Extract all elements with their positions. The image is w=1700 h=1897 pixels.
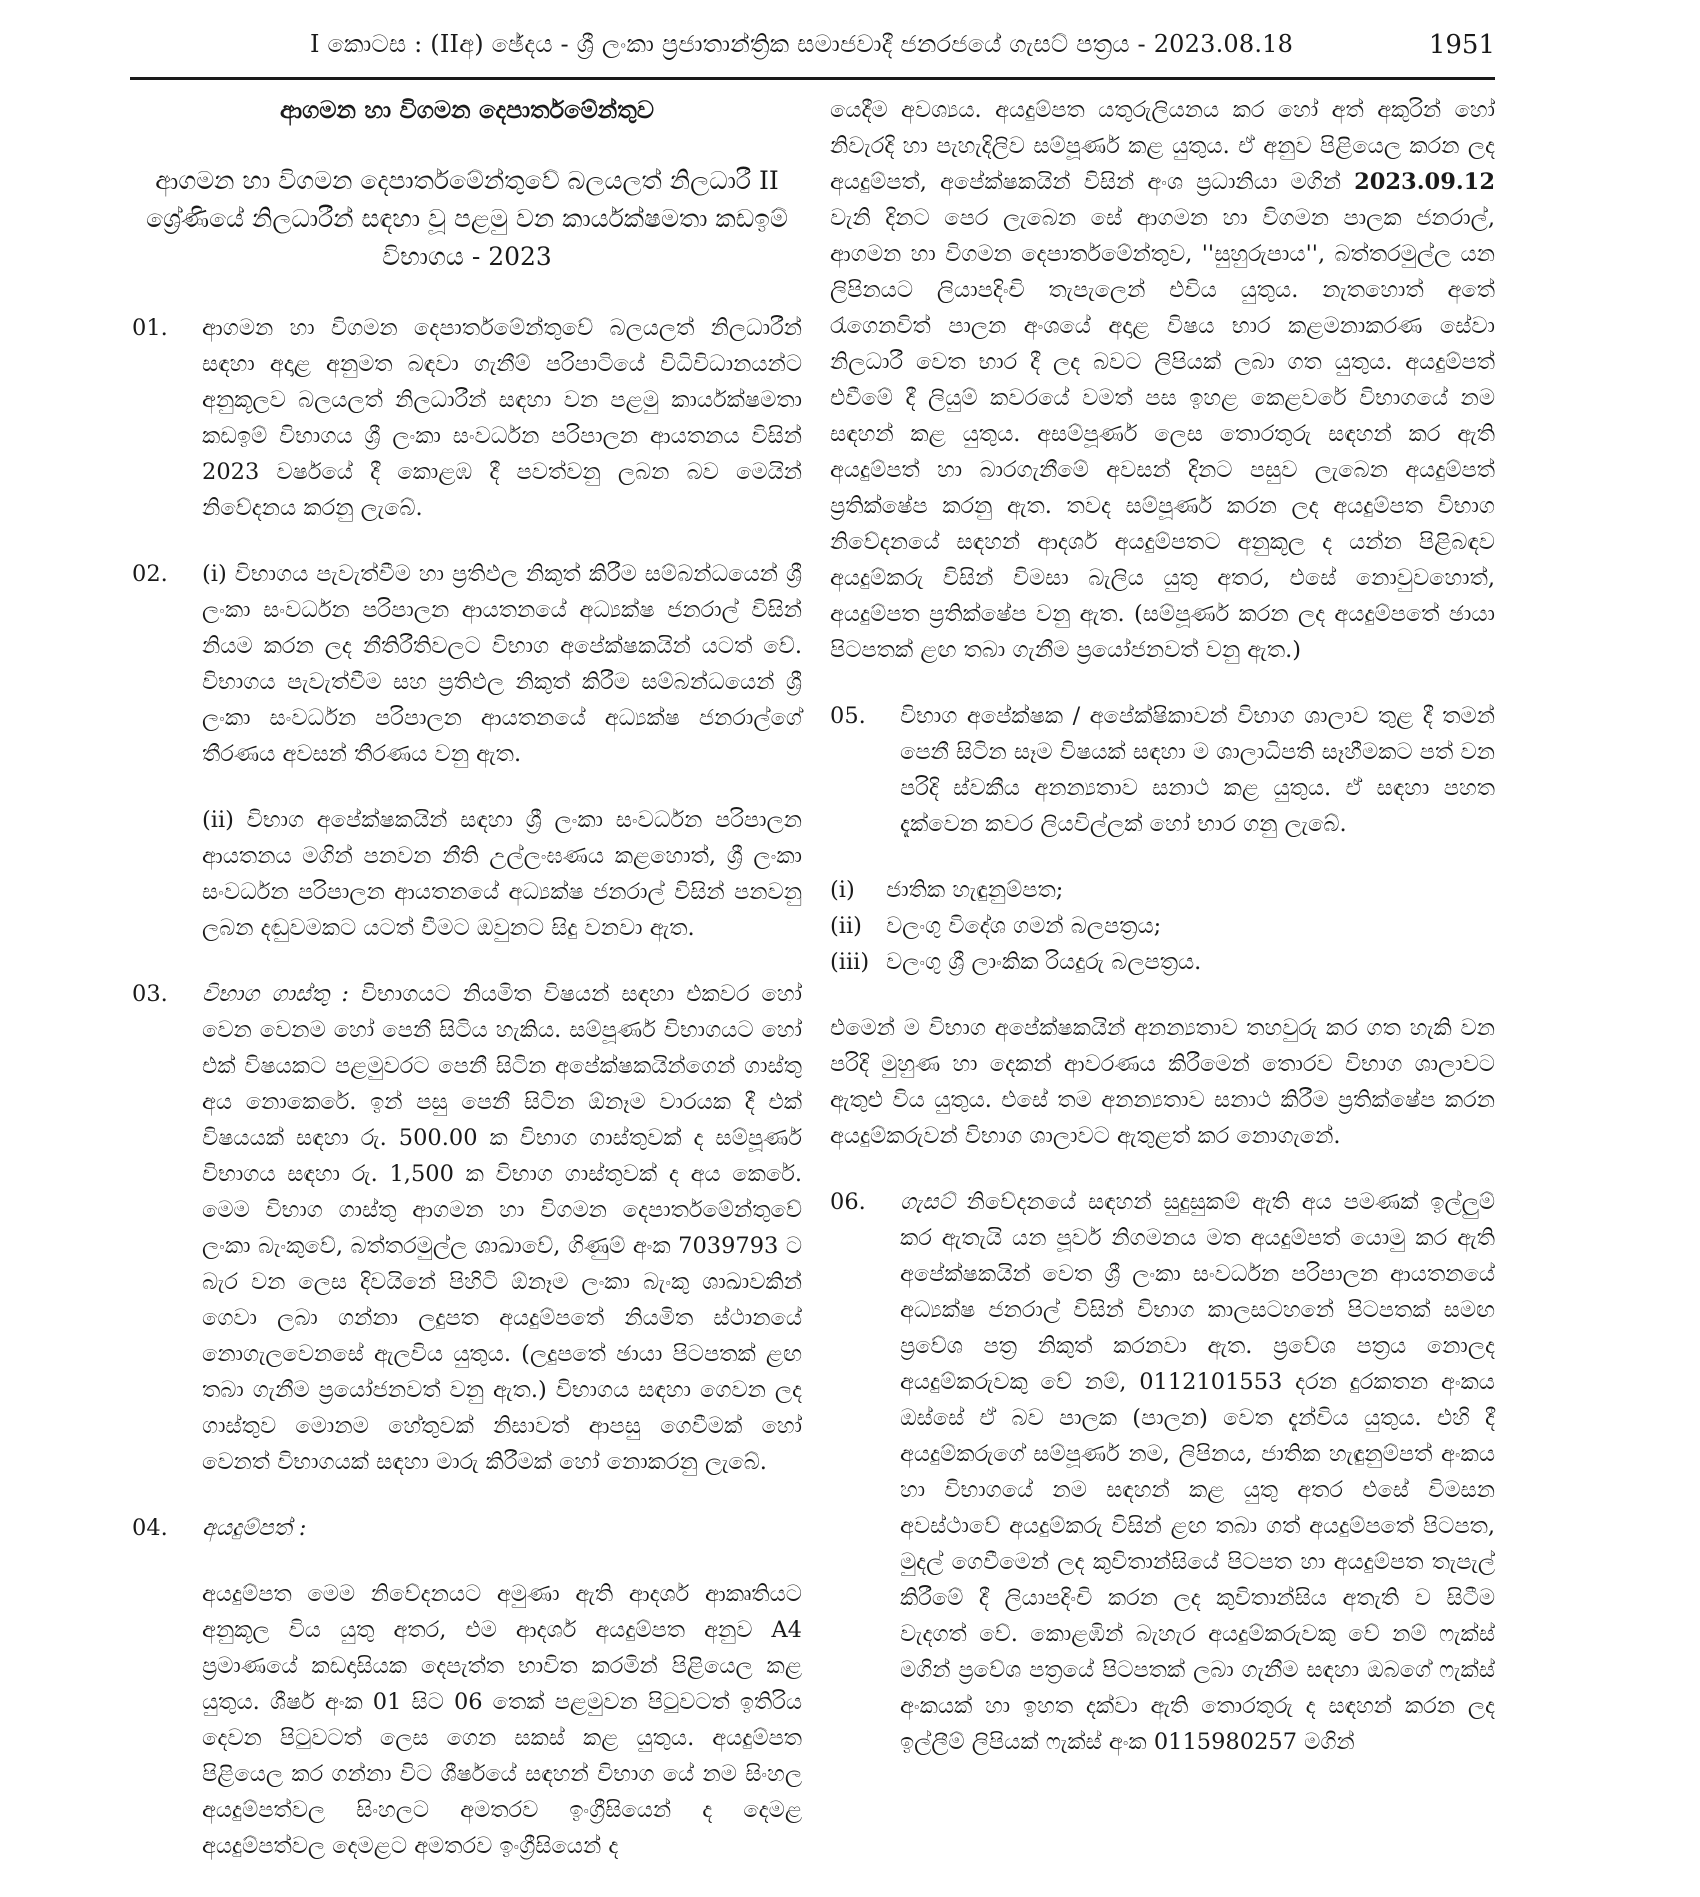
list-item-text: ජාතික හැඳුනුම්පත; xyxy=(886,877,1064,903)
page-header xyxy=(130,22,1495,80)
section-04-continued xyxy=(830,92,1495,668)
section-label: අයදුම්පත් : xyxy=(202,1515,307,1541)
deadline-date: 2023.09.12 xyxy=(1354,169,1495,195)
list-marker: (iii) xyxy=(830,949,870,975)
running-header: I කොටස : (IIඅ) ඡේදය - ශ්‍රී ලංකා ප්‍රජාතාන්ත්‍රික සමාජවාදී ජනරජයේ ගැසට් පත්‍රය - 2023.08.18 xyxy=(310,30,1294,58)
left-column xyxy=(132,92,802,1894)
section-text-i: (i) විභාගය පැවැත්වීම හා ප්‍රතිඵල නිකුත් කිරීම සම්බන්ධයෙන් ශ්‍රී ලංකා සංවර්ධන පරිපාලන ආයතනයේ අධ්‍යක්ෂ ජනරාල් විසින් නියම කරන ලද නීතිරීතිවලට විභාග අපේක්ෂකයින් යටත් වේ. විභාගය පැවැත්වීම සහ ප්‍රතිඵල නිකුත් කිරීම සම්බන්ධයෙන් ශ්‍රී ලංකා සංවර්ධන පරිපාලන ආයතනයේ අධ්‍යක්ෂ ජනරාල්ගේ තීරණය අවසන් තීරණය වනු ඇත. xyxy=(202,561,802,767)
section-label: විභාග ගාස්තු : xyxy=(202,981,349,1007)
section-label: ගැසට් xyxy=(900,1189,955,1215)
section-text: විභාග අපේක්ෂක / අපේක්ෂිකාවන් විභාග ශාලාව තුළ දී තමන් පෙනී සිටින සෑම විෂයක් සඳහා ම ශාලාධිපති සෑහීමකට පත් වන පරිදි ස්වකීය අනන්‍යතාව සනාථ කළ යුතුය. ඒ සඳහා පහත දැක්වෙන කවර ලියවිල්ලක් හෝ භාර ගනු ලැබේ. xyxy=(900,703,1495,837)
section-number: 04. xyxy=(132,1515,168,1541)
department-title: ආගමන හා විගමන දෙපාර්තමේන්තුව xyxy=(279,95,654,124)
list-item xyxy=(830,908,1495,944)
section-01 xyxy=(132,310,802,526)
list-marker: (ii) xyxy=(830,913,862,939)
section-number: 01. xyxy=(132,315,168,341)
section-text xyxy=(900,1184,1495,1760)
id-document-list xyxy=(830,872,1495,980)
continued-text-a: යෙදීම අවශ්‍යය. අයදුම්පත යතුරුලියනය කර හෝ අත් අකුරින් හෝ නිවැරදි හා පැහැදිලිව සම්පූර්ණ කළ යුතුය. ඒ අනුව පිළියෙල කරන ලද අයදුම්පත්, අපේක්ෂකයින් විසින් අංශ ප්‍රධානියා මගින් xyxy=(830,97,1495,195)
list-item xyxy=(830,872,1495,908)
list-item xyxy=(830,944,1495,980)
section-number: 06. xyxy=(830,1189,866,1215)
section-06 xyxy=(830,1184,1495,1760)
section-number: 02. xyxy=(132,561,168,587)
section-05-note: එමෙන් ම විභාග අපේක්ෂකයින් අනන්‍යතාව තහවුරු කර ගත හැකි වන පරිදි මුහුණ හා දෙකන් ආවරණය කිරීමෙන් තොරව විභාග ශාලාවට ඇතුළු විය යුතුය. එසේ තම අනන්‍යතාව සනාථ කිරීම ප්‍රතික්ෂේප කරන අයදුම්කරුවන් විභාග ශාලාවට ඇතුළත් කර නොගැනේ. xyxy=(830,1015,1495,1149)
list-item-text: වලංගු ශ්‍රී ලාංකික රියදුරු බලපත්‍රය. xyxy=(886,949,1202,975)
section-03 xyxy=(132,976,802,1480)
section-text xyxy=(202,976,802,1480)
section-number: 03. xyxy=(132,981,168,1007)
section-02 xyxy=(132,556,802,946)
section-body: විභාගයට නියමිත විෂයන් සඳහා එකවර හෝ වෙන වෙනම හෝ පෙනී සිටිය හැකිය. සම්පූර්ණ විභාගයට හෝ එක් විෂයකට පළමුවරට පෙනී සිටින අපේක්ෂකයින්ගෙන් ගාස්තු අය නොකෙරේ. ඉන් පසු පෙනී සිටින ඕනෑම වාරයක දී එක් විෂයයක් සඳහා රු. 500.00 ක විභාග ගාස්තුවක් ද සම්පූර්ණ විභාගය සඳහා රු. 1,500 ක විභාග ගාස්තුවක් ද අය කෙරේ. මෙම විභාග ගාස්තු ආගමන හා විගමන දෙපාර්තමේන්තුවේ ලංකා බැංකුවේ, බත්තරමුල්ල ශාඛාවේ, ගිණුම් අංක 7039793 ට බැර වන ලෙස දිවයිනේ පිහිටි ඕනෑම ලංකා බැංකු ශාඛාවකින් ගෙවා ලබා ගන්නා ලදුපත අයදුම්පතේ නියමිත ස්ථානයේ නොගැලවෙනසේ ඇලවිය යුතුය. (ලදුපතේ ඡායා පිටපතක් ළඟ තබා ගැනීම ප්‍රයෝජනවත් වනු ඇත.) විභාගය සඳහා ගෙවන ලද ගාස්තුව මොනම හේතුවක් නිසාවත් ආපසු ගෙවීමක් හෝ වෙනත් විභාගයක් සඳහා මාරු කිරීමක් හෝ නොකරනු ලැබේ. xyxy=(202,981,802,1475)
list-marker: (i) xyxy=(830,877,855,903)
section-text: අයදුම්පත මෙම නිවේදනයට අමුණා ඇති ආදර්ශ ආකෘතියට අනුකූල විය යුතු අතර, එම ආදර්ශ අයදුම්පත අනුව A4 ප්‍රමාණයේ කඩදාසියක දෙපැත්ත භාවිත කරමින් පිළියෙල කළ යුතුය. ශීර්ෂ අංක 01 සිට 06 තෙක් පළමුවන පිටුවටත් ඉතිරිය දෙවන පිටුවටත් ලෙස ගෙන සකස් කළ යුතුය. අයදුම්පත පිළියෙල කර ගන්නා විට ශීර්ෂයේ සඳහන් විභාග යේ නම සිංහල අයදුම්පත්වල සිංහලට අමතරව ඉංග්‍රීසියෙන් ද දෙමළ අයදුම්පත්වල දෙමළට අමතරව ඉංග්‍රීසියෙන් ද xyxy=(202,1581,803,1859)
continued-text-b: වැනි දිනට පෙර ලැබෙන සේ ආගමන හා විගමන පාලක ජනරාල්, ආගමන හා විගමන දෙපාර්තමේන්තුව, ''සුහුරුපාය'', බත්තරමුල්ල යන ලිපිනයට ලියාපදිංචි තැපැලෙන් එවිය යුතුය. නැතහොත් අතේ රැගෙනවිත් පාලන අංශයේ අදාළ විෂය භාර කළමනාකරණ සේවා නිලධාරී වෙත භාර දී ලද බවට ලිපියක් ලබා ගත යුතුය. අයදුම්පත් එවීමේ දී ලියුම් කවරයේ වමත් පස ඉහළ කෙළවරේ විභාගයේ නම සඳහන් කළ යුතුය. අසම්පූර්ණ ලෙස තොරතුරු සඳහන් කර ඇති අයදුම්පත් හා බාරගැනීමේ අවසන් දිනට පසුව ලැබෙන අයදුම්පත් ප්‍රතික්ෂේප කරනු ඇත. තවද සම්පූර්ණ කරන ලද අයදුම්පත විභාග නිවේදනයේ සඳහන් ආදර්ශ අයදුම්පතට අනුකූල ද යන්න පිළිබඳව අයදුම්කරු විසින් විමසා බැලිය යුතු අතර, එසේ නොවුවහොත්, අයදුම්පත ප්‍රතික්ෂේප වනු ඇත. (සම්පූර්ණ කරන ලද අයදුම්පතේ ඡායා පිටපතක් ළඟ තබා ගැනීම ප්‍රයෝජනවත් වනු ඇත.) xyxy=(830,205,1495,663)
exam-title: ආගමන හා විගමන දෙපාර්තමේන්තුවේ බලයලත් නිලධාරී II ශ්‍රේණියේ නිලධාරීන් සඳහා වූ පළමු වන කාර්යක්ෂමතා කඩඉම් විභාගය - 2023 xyxy=(146,166,788,271)
list-item-text: වලංගු විදේශ ගමන් බලපත්‍රය; xyxy=(886,913,1162,939)
section-04 xyxy=(132,1510,802,1864)
right-column xyxy=(830,92,1495,1790)
section-text: ආගමන හා විගමන දෙපාර්තමේන්තුවේ බලයලත් නිලධාරීන් සඳහා අදාළ අනුමත බඳවා ගැනීම් පරිපාටියේ විධිවිධානයන්ට අනුකූලව බලයලත් නිලධාරීන් සඳහා වන පළමු කාර්යක්ෂමතා කඩඉම් විභාගය ශ්‍රී ලංකා සංවර්ධන පරිපාලන ආයතනය විසින් 2023 වර්ෂයේ දී කොළඹ දී පවත්වනු ලබන බව මෙයින් නිවේදනය කරනු ලැබේ. xyxy=(202,315,802,521)
section-text-ii: (ii) විභාග අපේක්ෂකයින් සඳහා ශ්‍රී ලංකා සංවර්ධන පරිපාලන ආයතනය මගින් පනවන නීති උල්ලංඝණය කළහොත්, ශ්‍රී ලංකා සංවර්ධන පරිපාලන ආයතනයේ අධ්‍යක්ෂ ජනරාල් විසින් පනවනු ලබන දඬුවමකට යටත් වීමට ඔවුනට සිදු වනවා ඇත. xyxy=(202,807,802,941)
section-body: නිවේදනයේ සඳහන් සුදුසුකම් ඇති අය පමණක් ඉල්ලුම් කර ඇතැයි යන පූර්ව නිගමනය මත අයදුම්පත් යොමු කර ඇති අපේක්ෂකයින් වෙත ශ්‍රී ලංකා සංවර්ධන පරිපාලන ආයතනයේ අධ්‍යක්ෂ ජනරාල් විසින් විභාග කාලසටහනේ පිටපතක් සමඟ ප්‍රවේශ පත්‍ර නිකුත් කරනවා ඇත. ප්‍රවේශ පත්‍රය නොලද අයදුම්කරුවකු වේ නම්, 0112101553 දරන දුරකතන අංකය ඔස්සේ ඒ බව පාලක (පාලන) වෙත දැන්විය යුතුය. එහි දී අයදුම්කරුගේ සම්පූර්ණ නම, ලිපිනය, ජාතික හැඳුනුම්පත් අංකය හා විභාගයේ නම සඳහන් කළ යුතු අතර එසේ විමසන අවස්ථාවේ අයදුම්කරු විසින් ළඟ තබා ගත් අයදුම්පතේ පිටපත, මුදල් ගෙවීමෙන් ලද කුවිතාන්සියේ පිටපත හා අයදුම්පත තැපැල් කිරීමේ දී ලියාපදිංචි කරන ලද කුවිතාන්සිය අතැති ව සිටීම වැදගත් වේ. කොළඹින් බැහැර අයදුම්කරුවකු වේ නම් ෆැක්ස් මගින් ප්‍රවේශ පත්‍රයේ පිටපතක් ලබා ගැනීම සඳහා ඔබගේ ෆැක්ස් අංකයක් හා ඉහත දක්වා ඇති තොරතුරු ද සඳහන් කරන ලද ඉල්ලීම් ලිපියක් ෆැක්ස් අංක 0115980257 මගින් xyxy=(900,1189,1495,1755)
page-number: 1951 xyxy=(1428,30,1495,60)
section-number: 05. xyxy=(830,703,866,729)
section-05 xyxy=(830,698,1495,842)
